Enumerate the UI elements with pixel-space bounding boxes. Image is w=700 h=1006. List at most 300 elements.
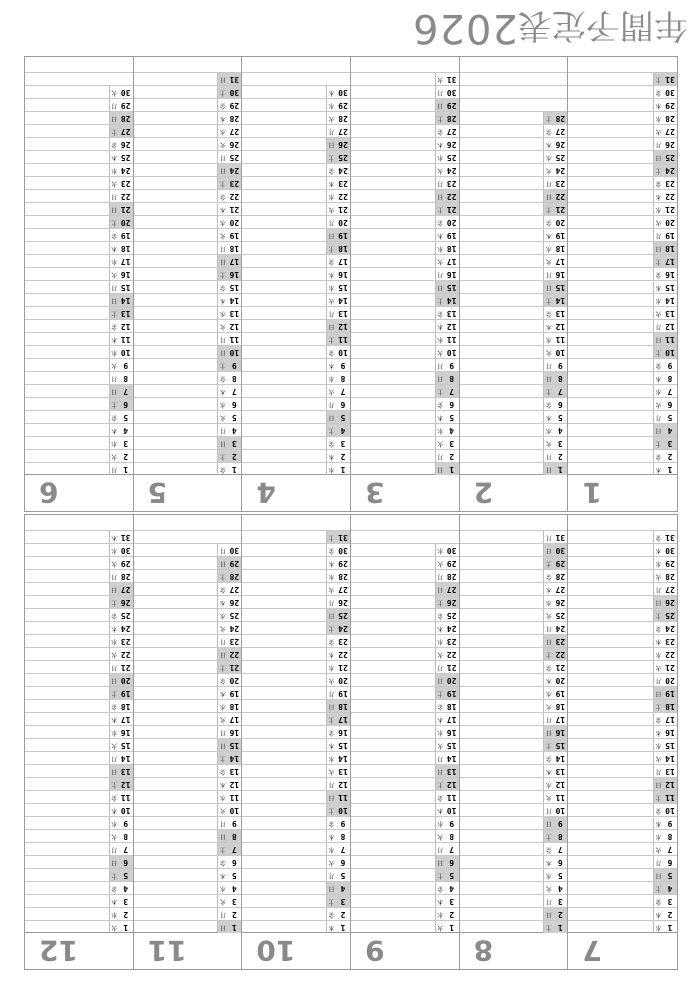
day-row[interactable] — [568, 163, 677, 176]
day-row[interactable] — [134, 410, 242, 423]
day-row[interactable] — [568, 85, 677, 98]
day-row[interactable] — [25, 530, 133, 543]
day-row[interactable] — [460, 556, 568, 569]
day-row[interactable] — [351, 582, 459, 595]
day-row[interactable] — [460, 306, 568, 319]
day-row[interactable] — [568, 569, 677, 582]
day-row[interactable] — [460, 790, 568, 803]
day-row[interactable] — [351, 894, 459, 907]
day-row[interactable] — [134, 358, 242, 371]
day-row[interactable] — [242, 790, 350, 803]
day-row[interactable] — [351, 855, 459, 868]
day-row[interactable] — [242, 371, 350, 384]
day-row[interactable] — [134, 738, 242, 751]
day-row[interactable] — [25, 228, 133, 241]
day-row[interactable] — [351, 384, 459, 397]
day-row[interactable] — [460, 894, 568, 907]
day-row[interactable] — [460, 124, 568, 137]
day-row[interactable] — [25, 686, 133, 699]
day-row[interactable] — [242, 319, 350, 332]
day-row[interactable] — [25, 725, 133, 738]
day-row[interactable] — [460, 215, 568, 228]
day-row[interactable] — [568, 894, 677, 907]
day-row[interactable] — [134, 686, 242, 699]
day-row[interactable] — [568, 608, 677, 621]
day-row[interactable] — [460, 608, 568, 621]
day-row[interactable] — [242, 725, 350, 738]
day-row[interactable] — [460, 397, 568, 410]
day-row[interactable] — [568, 124, 677, 137]
day-row[interactable] — [351, 241, 459, 254]
day-row[interactable] — [25, 150, 133, 163]
day-row[interactable] — [134, 725, 242, 738]
day-row[interactable] — [134, 894, 242, 907]
day-row[interactable] — [242, 556, 350, 569]
day-row[interactable] — [460, 751, 568, 764]
day-row[interactable] — [134, 751, 242, 764]
day-row[interactable] — [134, 436, 242, 449]
day-row[interactable] — [134, 85, 242, 98]
day-row[interactable] — [351, 751, 459, 764]
day-row[interactable] — [25, 189, 133, 202]
day-row[interactable] — [242, 543, 350, 556]
day-row[interactable] — [25, 72, 133, 85]
day-row[interactable] — [134, 345, 242, 358]
day-row[interactable] — [351, 449, 459, 462]
day-row[interactable] — [568, 241, 677, 254]
day-row[interactable] — [568, 725, 677, 738]
day-row[interactable] — [134, 215, 242, 228]
day-row[interactable] — [134, 163, 242, 176]
day-row[interactable] — [568, 920, 677, 933]
day-row[interactable] — [25, 423, 133, 436]
day-row[interactable] — [460, 332, 568, 345]
day-row[interactable] — [25, 241, 133, 254]
day-row[interactable] — [134, 449, 242, 462]
day-row[interactable] — [242, 907, 350, 920]
day-row[interactable] — [242, 660, 350, 673]
day-row[interactable] — [134, 423, 242, 436]
day-row[interactable] — [460, 98, 568, 111]
day-row[interactable] — [25, 868, 133, 881]
day-row[interactable] — [25, 608, 133, 621]
day-row[interactable] — [351, 215, 459, 228]
day-row[interactable] — [134, 293, 242, 306]
day-row[interactable] — [242, 894, 350, 907]
day-row[interactable] — [242, 647, 350, 660]
day-row[interactable] — [25, 673, 133, 686]
day-row[interactable] — [242, 306, 350, 319]
day-row[interactable] — [25, 137, 133, 150]
day-row[interactable] — [568, 543, 677, 556]
day-row[interactable] — [25, 790, 133, 803]
day-row[interactable] — [351, 423, 459, 436]
day-row[interactable] — [25, 371, 133, 384]
day-row[interactable] — [25, 306, 133, 319]
day-row[interactable] — [134, 189, 242, 202]
day-row[interactable] — [568, 621, 677, 634]
day-row[interactable] — [242, 699, 350, 712]
day-row[interactable] — [351, 397, 459, 410]
day-row[interactable] — [134, 881, 242, 894]
day-row[interactable] — [134, 699, 242, 712]
day-row[interactable] — [351, 111, 459, 124]
day-row[interactable] — [460, 621, 568, 634]
day-row[interactable] — [351, 228, 459, 241]
day-row[interactable] — [242, 137, 350, 150]
day-row[interactable] — [351, 621, 459, 634]
day-row[interactable] — [351, 150, 459, 163]
day-row[interactable] — [351, 280, 459, 293]
day-row[interactable] — [460, 410, 568, 423]
day-row[interactable] — [460, 189, 568, 202]
day-row[interactable] — [460, 85, 568, 98]
day-row[interactable] — [242, 384, 350, 397]
day-row[interactable] — [568, 98, 677, 111]
day-row[interactable] — [242, 124, 350, 137]
day-row[interactable] — [351, 829, 459, 842]
day-row[interactable] — [460, 228, 568, 241]
day-row[interactable] — [568, 816, 677, 829]
day-row[interactable] — [568, 215, 677, 228]
day-row[interactable] — [242, 111, 350, 124]
day-row[interactable] — [351, 803, 459, 816]
day-row[interactable] — [25, 803, 133, 816]
day-row[interactable] — [242, 582, 350, 595]
day-row[interactable] — [351, 725, 459, 738]
day-row[interactable] — [25, 855, 133, 868]
day-row[interactable] — [134, 764, 242, 777]
day-row[interactable] — [242, 436, 350, 449]
day-row[interactable] — [242, 842, 350, 855]
day-row[interactable] — [351, 881, 459, 894]
day-row[interactable] — [460, 699, 568, 712]
day-row[interactable] — [460, 881, 568, 894]
day-row[interactable] — [242, 738, 350, 751]
day-row[interactable] — [134, 634, 242, 647]
day-row[interactable] — [460, 725, 568, 738]
day-row[interactable] — [460, 712, 568, 725]
day-row[interactable] — [134, 254, 242, 267]
day-row[interactable] — [351, 569, 459, 582]
day-row[interactable] — [568, 556, 677, 569]
day-row[interactable] — [460, 72, 568, 85]
day-row[interactable] — [460, 137, 568, 150]
day-row[interactable] — [460, 660, 568, 673]
day-row[interactable] — [242, 829, 350, 842]
day-row[interactable] — [351, 124, 459, 137]
day-row[interactable] — [351, 202, 459, 215]
day-row[interactable] — [351, 595, 459, 608]
day-row[interactable] — [134, 332, 242, 345]
day-row[interactable] — [242, 345, 350, 358]
day-row[interactable] — [460, 293, 568, 306]
day-row[interactable] — [460, 150, 568, 163]
day-row[interactable] — [25, 816, 133, 829]
day-row[interactable] — [460, 111, 568, 124]
day-row[interactable] — [134, 673, 242, 686]
day-row[interactable] — [242, 228, 350, 241]
day-row[interactable] — [134, 280, 242, 293]
day-row[interactable] — [25, 842, 133, 855]
day-row[interactable] — [568, 228, 677, 241]
day-row[interactable] — [568, 345, 677, 358]
day-row[interactable] — [242, 712, 350, 725]
day-row[interactable] — [351, 254, 459, 267]
day-row[interactable] — [568, 530, 677, 543]
day-row[interactable] — [568, 462, 677, 475]
day-row[interactable] — [568, 332, 677, 345]
day-row[interactable] — [460, 462, 568, 475]
day-row[interactable] — [460, 686, 568, 699]
day-row[interactable] — [568, 868, 677, 881]
day-row[interactable] — [134, 660, 242, 673]
day-row[interactable] — [351, 816, 459, 829]
day-row[interactable] — [460, 920, 568, 933]
day-row[interactable] — [25, 163, 133, 176]
day-row[interactable] — [568, 358, 677, 371]
day-row[interactable] — [134, 371, 242, 384]
day-row[interactable] — [568, 306, 677, 319]
day-row[interactable] — [25, 397, 133, 410]
day-row[interactable] — [134, 907, 242, 920]
day-row[interactable] — [460, 436, 568, 449]
day-row[interactable] — [134, 241, 242, 254]
day-row[interactable] — [25, 556, 133, 569]
day-row[interactable] — [460, 634, 568, 647]
day-row[interactable] — [460, 202, 568, 215]
day-row[interactable] — [568, 582, 677, 595]
day-row[interactable] — [460, 449, 568, 462]
day-row[interactable] — [25, 699, 133, 712]
day-row[interactable] — [242, 621, 350, 634]
day-row[interactable] — [134, 228, 242, 241]
day-row[interactable] — [568, 254, 677, 267]
day-row[interactable] — [242, 816, 350, 829]
day-row[interactable] — [134, 176, 242, 189]
day-row[interactable] — [134, 530, 242, 543]
day-row[interactable] — [460, 647, 568, 660]
day-row[interactable] — [25, 894, 133, 907]
day-row[interactable] — [134, 803, 242, 816]
day-row[interactable] — [134, 124, 242, 137]
day-row[interactable] — [351, 72, 459, 85]
day-row[interactable] — [568, 319, 677, 332]
day-row[interactable] — [25, 176, 133, 189]
day-row[interactable] — [134, 462, 242, 475]
day-row[interactable] — [460, 319, 568, 332]
day-row[interactable] — [351, 673, 459, 686]
day-row[interactable] — [25, 634, 133, 647]
day-row[interactable] — [351, 777, 459, 790]
day-row[interactable] — [568, 764, 677, 777]
day-row[interactable] — [242, 332, 350, 345]
day-row[interactable] — [134, 397, 242, 410]
day-row[interactable] — [351, 98, 459, 111]
day-row[interactable] — [351, 345, 459, 358]
day-row[interactable] — [134, 306, 242, 319]
day-row[interactable] — [568, 202, 677, 215]
day-row[interactable] — [134, 202, 242, 215]
day-row[interactable] — [25, 920, 133, 933]
day-row[interactable] — [351, 371, 459, 384]
day-row[interactable] — [568, 137, 677, 150]
day-row[interactable] — [134, 790, 242, 803]
day-row[interactable] — [568, 293, 677, 306]
day-row[interactable] — [460, 163, 568, 176]
day-row[interactable] — [568, 371, 677, 384]
day-row[interactable] — [242, 85, 350, 98]
day-row[interactable] — [460, 582, 568, 595]
day-row[interactable] — [351, 868, 459, 881]
day-row[interactable] — [242, 280, 350, 293]
day-row[interactable] — [460, 673, 568, 686]
day-row[interactable] — [568, 777, 677, 790]
day-row[interactable] — [134, 319, 242, 332]
day-row[interactable] — [351, 790, 459, 803]
day-row[interactable] — [242, 751, 350, 764]
day-row[interactable] — [25, 543, 133, 556]
day-row[interactable] — [568, 881, 677, 894]
day-row[interactable] — [134, 647, 242, 660]
day-row[interactable] — [134, 150, 242, 163]
day-row[interactable] — [460, 738, 568, 751]
day-row[interactable] — [568, 384, 677, 397]
day-row[interactable] — [25, 907, 133, 920]
day-row[interactable] — [25, 449, 133, 462]
day-row[interactable] — [242, 241, 350, 254]
day-row[interactable] — [460, 803, 568, 816]
day-row[interactable] — [460, 868, 568, 881]
day-row[interactable] — [568, 712, 677, 725]
day-row[interactable] — [568, 660, 677, 673]
day-row[interactable] — [242, 881, 350, 894]
day-row[interactable] — [134, 569, 242, 582]
day-row[interactable] — [242, 530, 350, 543]
day-row[interactable] — [134, 712, 242, 725]
day-row[interactable] — [351, 764, 459, 777]
day-row[interactable] — [568, 842, 677, 855]
day-row[interactable] — [25, 384, 133, 397]
day-row[interactable] — [25, 712, 133, 725]
day-row[interactable] — [351, 686, 459, 699]
day-row[interactable] — [568, 790, 677, 803]
day-row[interactable] — [460, 816, 568, 829]
day-row[interactable] — [568, 803, 677, 816]
day-row[interactable] — [568, 436, 677, 449]
day-row[interactable] — [460, 280, 568, 293]
day-row[interactable] — [351, 293, 459, 306]
day-row[interactable] — [242, 920, 350, 933]
day-row[interactable] — [25, 764, 133, 777]
day-row[interactable] — [460, 176, 568, 189]
day-row[interactable] — [25, 202, 133, 215]
day-row[interactable] — [242, 215, 350, 228]
day-row[interactable] — [242, 150, 350, 163]
day-row[interactable] — [460, 530, 568, 543]
day-row[interactable] — [25, 660, 133, 673]
day-row[interactable] — [460, 384, 568, 397]
day-row[interactable] — [568, 647, 677, 660]
day-row[interactable] — [25, 85, 133, 98]
day-row[interactable] — [351, 319, 459, 332]
day-row[interactable] — [242, 293, 350, 306]
day-row[interactable] — [242, 202, 350, 215]
day-row[interactable] — [568, 595, 677, 608]
day-row[interactable] — [25, 332, 133, 345]
day-row[interactable] — [460, 345, 568, 358]
day-row[interactable] — [460, 254, 568, 267]
day-row[interactable] — [460, 423, 568, 436]
day-row[interactable] — [351, 530, 459, 543]
day-row[interactable] — [460, 543, 568, 556]
day-row[interactable] — [242, 595, 350, 608]
day-row[interactable] — [351, 176, 459, 189]
day-row[interactable] — [568, 686, 677, 699]
day-row[interactable] — [568, 72, 677, 85]
day-row[interactable] — [242, 803, 350, 816]
day-row[interactable] — [351, 462, 459, 475]
day-row[interactable] — [568, 111, 677, 124]
day-row[interactable] — [351, 85, 459, 98]
day-row[interactable] — [242, 358, 350, 371]
day-row[interactable] — [460, 829, 568, 842]
day-row[interactable] — [568, 634, 677, 647]
day-row[interactable] — [351, 556, 459, 569]
day-row[interactable] — [134, 98, 242, 111]
day-row[interactable] — [568, 855, 677, 868]
day-row[interactable] — [351, 660, 459, 673]
day-row[interactable] — [25, 111, 133, 124]
day-row[interactable] — [134, 842, 242, 855]
day-row[interactable] — [25, 582, 133, 595]
day-row[interactable] — [134, 384, 242, 397]
day-row[interactable] — [242, 176, 350, 189]
day-row[interactable] — [568, 176, 677, 189]
day-row[interactable] — [568, 150, 677, 163]
day-row[interactable] — [134, 920, 242, 933]
day-row[interactable] — [25, 595, 133, 608]
day-row[interactable] — [242, 267, 350, 280]
day-row[interactable] — [460, 595, 568, 608]
day-row[interactable] — [568, 397, 677, 410]
day-row[interactable] — [351, 699, 459, 712]
day-row[interactable] — [134, 829, 242, 842]
day-row[interactable] — [351, 358, 459, 371]
day-row[interactable] — [25, 267, 133, 280]
day-row[interactable] — [25, 462, 133, 475]
day-row[interactable] — [568, 738, 677, 751]
day-row[interactable] — [351, 410, 459, 423]
day-row[interactable] — [242, 634, 350, 647]
day-row[interactable] — [25, 410, 133, 423]
day-row[interactable] — [242, 163, 350, 176]
day-row[interactable] — [460, 267, 568, 280]
day-row[interactable] — [351, 738, 459, 751]
day-row[interactable] — [351, 543, 459, 556]
day-row[interactable] — [134, 111, 242, 124]
day-row[interactable] — [568, 423, 677, 436]
day-row[interactable] — [25, 319, 133, 332]
day-row[interactable] — [242, 397, 350, 410]
day-row[interactable] — [134, 582, 242, 595]
day-row[interactable] — [25, 358, 133, 371]
day-row[interactable] — [460, 371, 568, 384]
day-row[interactable] — [351, 634, 459, 647]
day-row[interactable] — [351, 608, 459, 621]
day-row[interactable] — [25, 647, 133, 660]
day-row[interactable] — [25, 345, 133, 358]
